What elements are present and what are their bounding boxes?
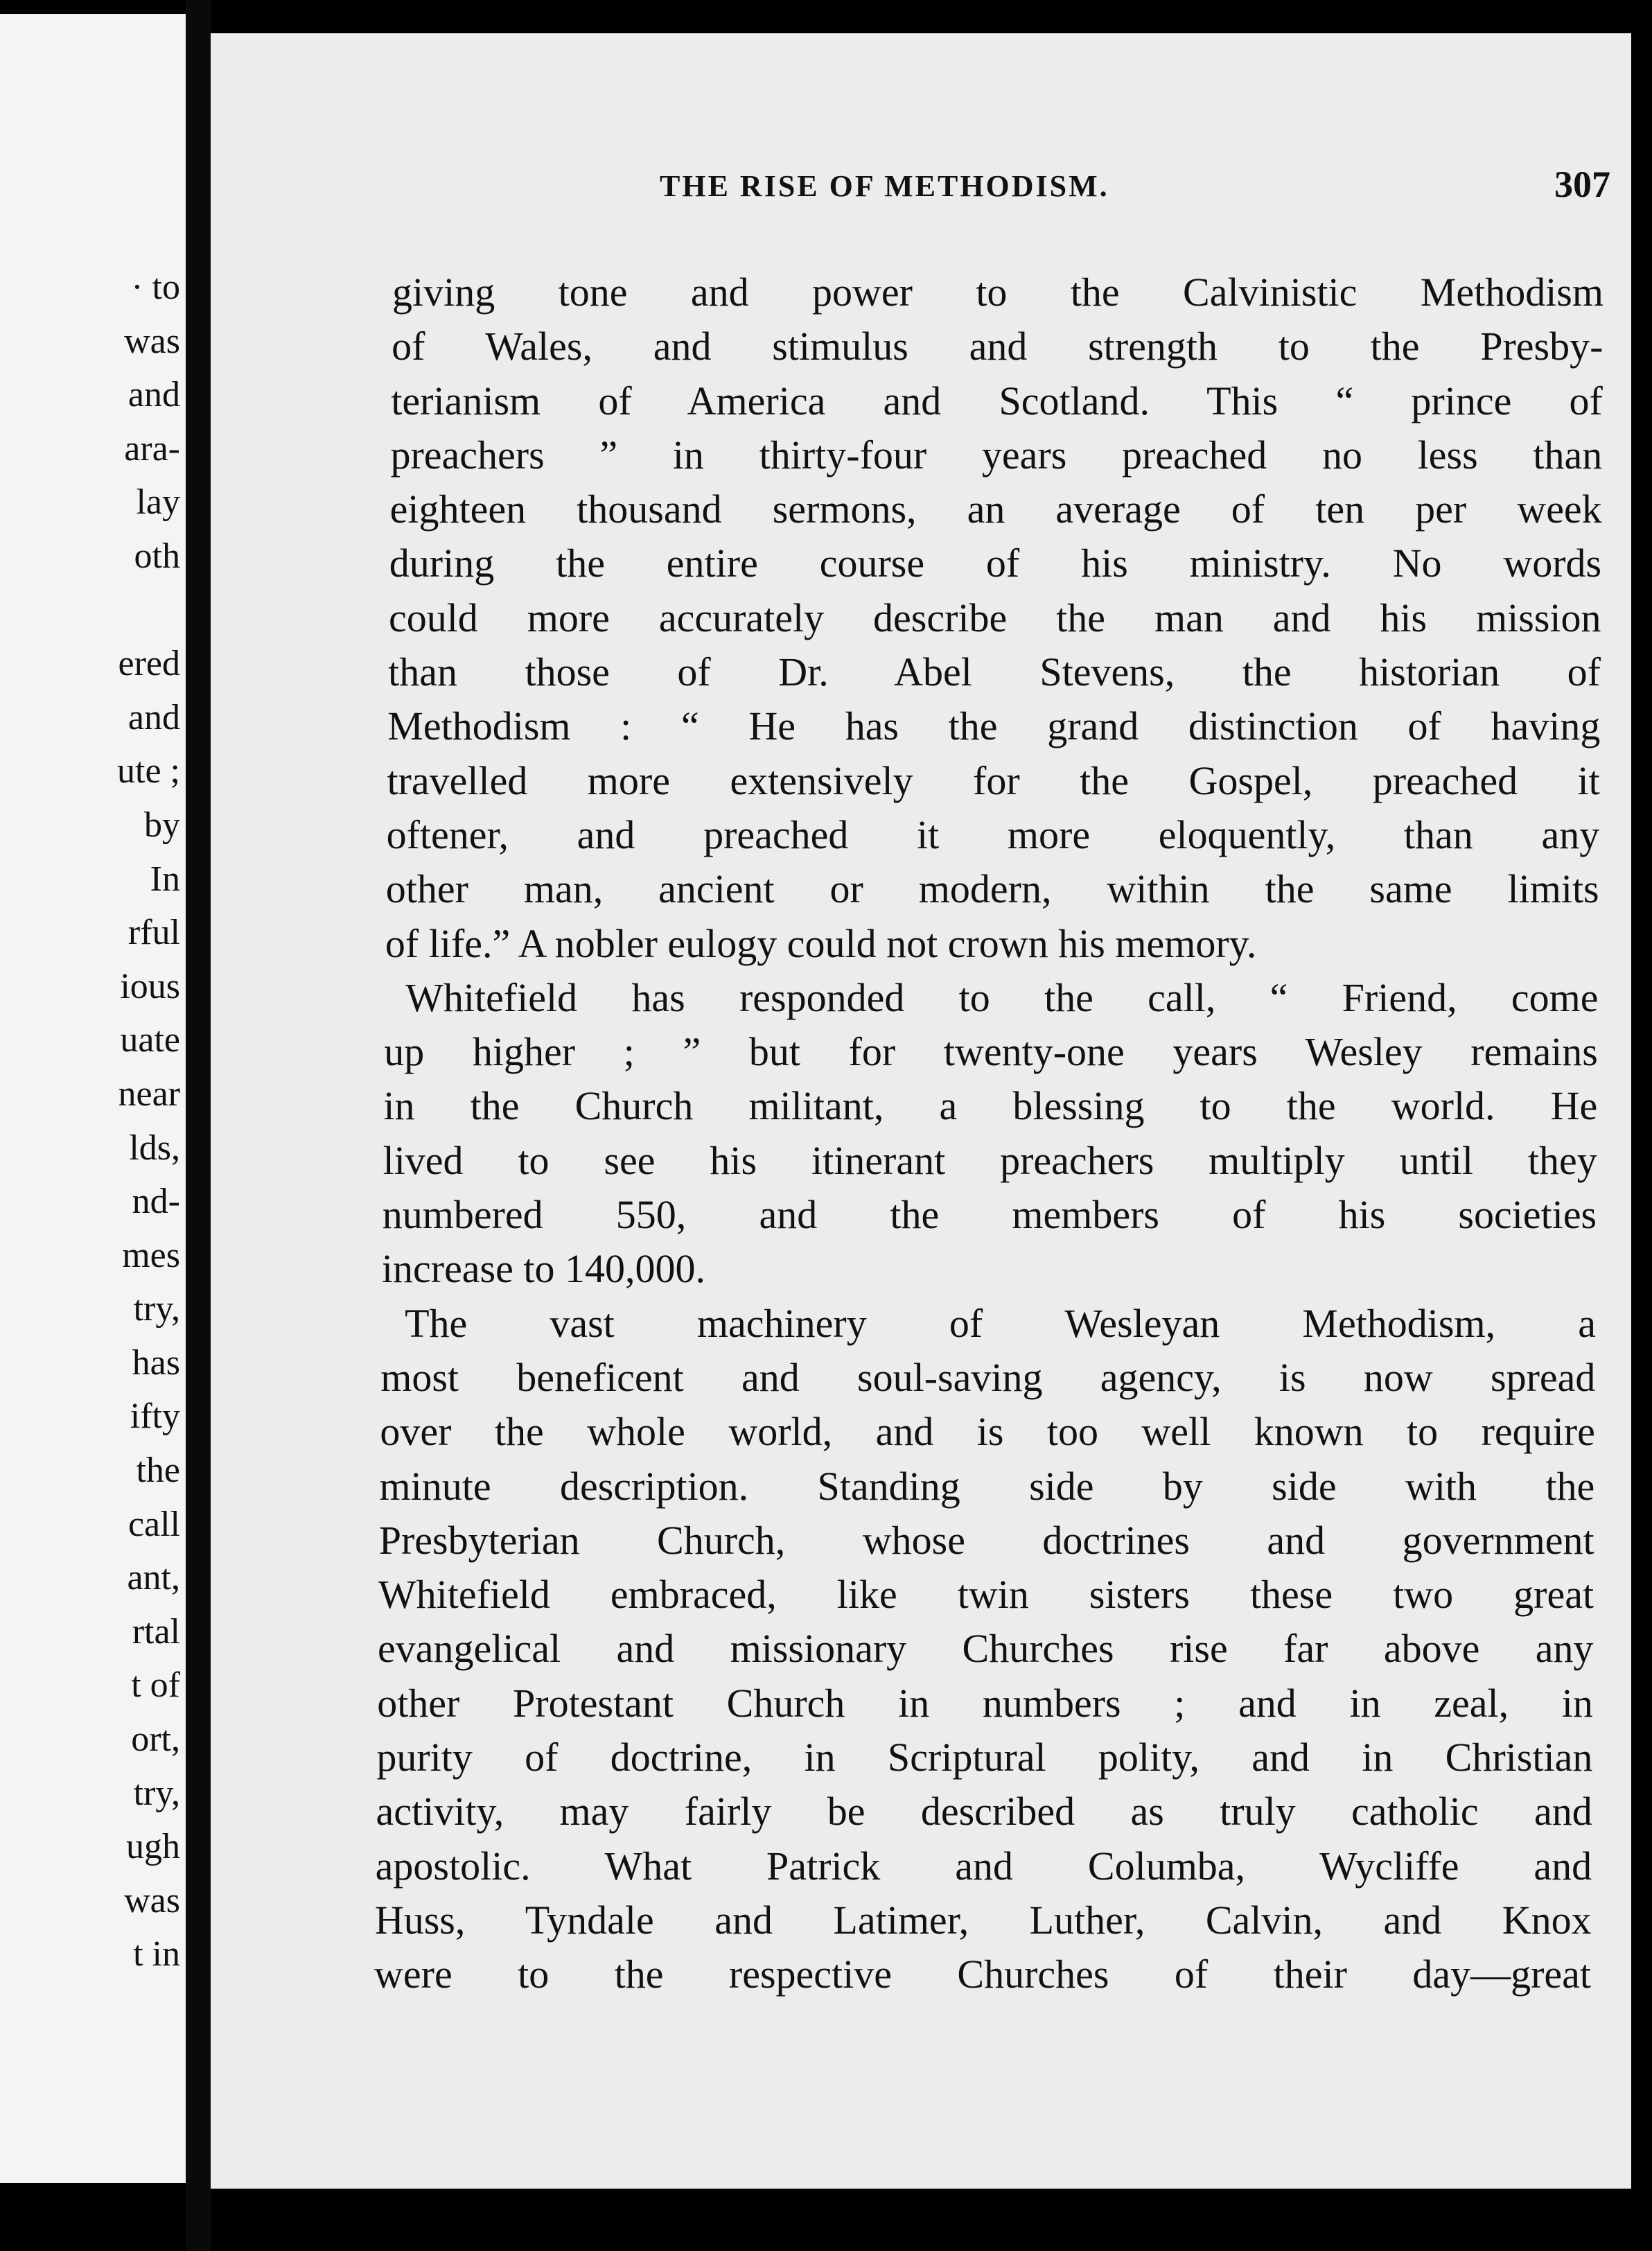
body-line: evangelical and missionary Churches rise far above any bbox=[378, 1626, 1594, 1672]
body-line: Whitefield has responded to the call, “ Friend, come bbox=[405, 974, 1599, 1020]
facing-page-line: ute ; bbox=[117, 751, 180, 791]
facing-page-line: mes bbox=[122, 1235, 180, 1275]
body-line: terianism of America and Scotland. This “ prince of bbox=[391, 378, 1603, 423]
facing-page-line: t of bbox=[131, 1665, 180, 1706]
running-title: THE RISE OF METHODISM. bbox=[660, 169, 1109, 203]
facing-page-line: In bbox=[150, 859, 180, 899]
page-number: 307 bbox=[1554, 164, 1610, 205]
page-header bbox=[211, 164, 1631, 224]
facing-page-line: the bbox=[136, 1451, 180, 1491]
body-line: giving tone and power to the Calvinistic Methodism bbox=[392, 270, 1603, 315]
facing-page-line: ious bbox=[120, 966, 180, 1006]
facing-page-line: ort, bbox=[131, 1719, 180, 1760]
body-line: up higher ; ” but for twenty-one years Wesley remains bbox=[384, 1029, 1598, 1075]
body-line: were to the respective Churches of their day—great bbox=[374, 1952, 1591, 1997]
body-line: other Protestant Church in numbers ; and in zeal, in bbox=[377, 1680, 1593, 1726]
body-line: minute description. Standing side by side with the bbox=[379, 1463, 1595, 1509]
body-line: during the entire course of his ministry. No words bbox=[389, 541, 1602, 586]
body-line: over the whole world, and is too well known to require bbox=[380, 1409, 1595, 1455]
facing-page-gap bbox=[117, 584, 180, 638]
body-line: than those of Dr. Abel Stevens, the historian of bbox=[388, 649, 1601, 695]
facing-page-lines bbox=[117, 261, 180, 1981]
body-line: other man, ancient or modern, within the same limits bbox=[385, 866, 1599, 912]
body-line: Presbyterian Church, whose doctrines and government bbox=[378, 1517, 1594, 1563]
body-line: travelled more extensively for the Gospel, preached it bbox=[387, 757, 1600, 803]
book-gutter bbox=[186, 0, 211, 2251]
body-line: Huss, Tyndale and Latimer, Luther, Calvin, and Knox bbox=[374, 1897, 1592, 1943]
facing-page-line: nd- bbox=[132, 1182, 180, 1222]
body-line: preachers ” in thirty-four years preached no less than bbox=[390, 432, 1603, 478]
body-line: of life.” A nobler eulogy could not crown his memory. bbox=[385, 920, 1257, 966]
body-line: could more accurately describe the man and his mission bbox=[388, 595, 1601, 640]
body-line: oftener, and preached it more eloquently, than any bbox=[386, 812, 1600, 857]
body-line: activity, may fairly be described as truly catholic and bbox=[376, 1789, 1592, 1834]
facing-page-line: was bbox=[124, 321, 180, 361]
facing-page-line: try, bbox=[133, 1289, 180, 1329]
facing-page-line: ered bbox=[118, 644, 180, 684]
facing-page-line: oth bbox=[134, 536, 180, 576]
facing-page-line: lds, bbox=[129, 1128, 180, 1168]
body-line: eighteen thousand sermons, an average of ten per week bbox=[389, 487, 1602, 532]
facing-page-line: · to bbox=[131, 268, 180, 307]
facing-page-line: near bbox=[118, 1074, 180, 1114]
facing-page-line: t in bbox=[133, 1934, 180, 1974]
facing-page-line: has bbox=[132, 1342, 180, 1383]
body-line: Whitefield embraced, like twin sisters these two great bbox=[378, 1572, 1594, 1618]
page-body-text bbox=[211, 265, 1631, 2002]
facing-page-line: ifty bbox=[130, 1396, 180, 1437]
body-line: of Wales, and stimulus and strength to the Presby- bbox=[392, 324, 1603, 369]
book-page bbox=[211, 33, 1631, 2189]
body-line: numbered 550, and the members of his societies bbox=[382, 1192, 1597, 1238]
facing-page-line: uate bbox=[120, 1020, 180, 1060]
facing-page-line: was bbox=[124, 1880, 180, 1920]
body-line: The vast machinery of Wesleyan Methodism, a bbox=[405, 1300, 1596, 1346]
body-line: apostolic. What Patrick and Columba, Wycliffe and bbox=[375, 1843, 1592, 1889]
facing-page-fragment bbox=[0, 14, 186, 2183]
facing-page-line: ugh bbox=[126, 1827, 180, 1867]
body-line: lived to see his itinerant preachers multiply until they bbox=[383, 1137, 1597, 1183]
facing-page-line: ant, bbox=[127, 1558, 180, 1598]
facing-page-line: lay bbox=[136, 482, 180, 523]
body-line: increase to 140,000. bbox=[381, 1246, 705, 1292]
body-line: most beneficent and soul-saving agency, is now spread bbox=[380, 1354, 1596, 1400]
facing-page-line: try, bbox=[133, 1773, 180, 1813]
facing-page-line: and bbox=[128, 375, 180, 415]
facing-page-line: call bbox=[128, 1504, 180, 1544]
body-line: in the Church militant, a blessing to the world. He bbox=[383, 1083, 1598, 1129]
body-line: Methodism : “ He has the grand distinction of having bbox=[387, 703, 1601, 749]
body-line: purity of doctrine, in Scriptural polity, and in Christian bbox=[376, 1735, 1593, 1780]
facing-page-line: rful bbox=[128, 913, 180, 953]
facing-page-line: by bbox=[144, 805, 180, 845]
facing-page-line: and bbox=[128, 697, 180, 737]
facing-page-line: rtal bbox=[132, 1611, 180, 1652]
facing-page-line: ara- bbox=[124, 428, 180, 468]
